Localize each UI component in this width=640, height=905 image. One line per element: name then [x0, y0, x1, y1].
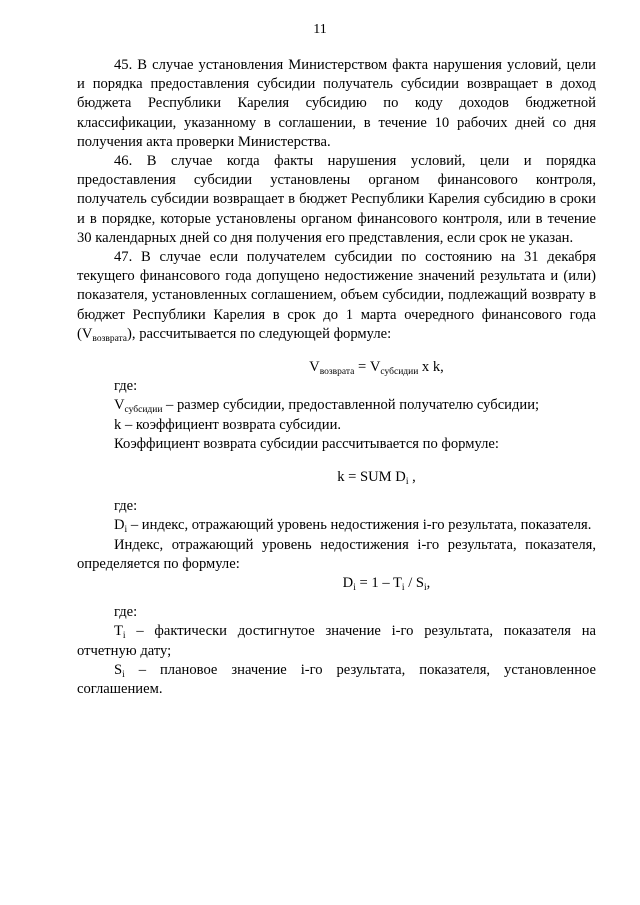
- def-t-sub: i: [122, 631, 126, 642]
- definition-s: [77, 661, 596, 699]
- paragraph-47: [77, 248, 596, 344]
- formula-return-volume: [77, 358, 596, 377]
- def-var-t: T: [114, 623, 123, 640]
- formula-var-v: V: [309, 359, 320, 376]
- formula-sub-i: i: [405, 477, 409, 488]
- where-label-1: где:: [114, 378, 138, 395]
- paragraph-47-end: ), рассчитывается по следующей формуле:: [127, 325, 392, 342]
- definition-d: [77, 516, 596, 535]
- def-d-text: – индекс, отражающий уровень недостижения i-го результата, показателя.: [127, 517, 592, 534]
- page-number: 11: [313, 22, 327, 37]
- definition-t: [77, 622, 596, 660]
- formula-slash: / S: [404, 575, 425, 592]
- formula-var-d: D: [342, 575, 354, 592]
- formula-sub-subsidii: субсидии: [380, 367, 419, 378]
- def-sub-subsidii: субсидии: [124, 405, 163, 416]
- formula-coefficient: [77, 468, 596, 487]
- formula-s-sub: i: [424, 583, 427, 594]
- def-s-sub: i: [122, 669, 125, 680]
- def-var-s: S: [114, 661, 123, 678]
- def-var-d: D: [114, 517, 125, 534]
- formula-t-sub: i: [401, 583, 405, 594]
- paragraph-47-text: 47. В случае если получателем субсидии по состоянию на 31 декабря текущего финансового года допущено недостижение значений результата и (или) показателя, установленных соглашением, объем субсидии, подлежащий возврату в бюджет Республики Карелия в срок до 1 марта очередного финансового года (V: [77, 249, 596, 342]
- def-v-text: – размер субсидии, предоставленной получателю субсидии;: [162, 397, 540, 414]
- subscript-vozvrata: возврата: [92, 333, 128, 344]
- document-body: [77, 56, 596, 699]
- formula-mid: = 1 – T: [355, 575, 402, 592]
- definition-v-subsidii: [77, 396, 596, 415]
- def-t-text: – фактически достигнутое значение i-го результата, показателя на отчетную дату;: [77, 623, 596, 659]
- formula-equals: = V: [354, 359, 381, 376]
- definition-k: k – коэффициент возврата субсидии.: [114, 416, 342, 433]
- coefficient-intro: Коэффициент возврата субсидии рассчитывается по формуле:: [114, 435, 499, 452]
- index-intro: Индекс, отражающий уровень недостижения i-го результата, показателя, определяется по формуле:: [77, 536, 596, 572]
- formula-index: [77, 574, 596, 593]
- paragraph-46: 46. В случае когда факты нарушения условий, цели и порядка предоставления субсидии установлены органом финансового контроля, получатель субсидии возвращает в бюджет Республики Карелия субсидию в сроки и в порядке, которые установлены органом финансового контроля, или в течение 30 календарных дней со дня получения его представления, если срок не указан.: [77, 153, 596, 246]
- where-label-3: где:: [114, 604, 138, 621]
- formula-end: ,: [426, 575, 431, 592]
- paragraph-45: 45. В случае установления Министерством факта нарушения условий, цели и порядка предоставления субсидии получатель субсидии возвращает в доход бюджета Республики Карелия субсидию по коду доходов бюджетной классификации, указанному в соглашении, в течение 10 рабочих дней со дня получения акта проверки Министерства.: [77, 57, 596, 150]
- formula-k-end: ,: [408, 469, 416, 486]
- def-s-text: – плановое значение i-го результата, показателя, установленное соглашением.: [77, 661, 596, 698]
- formula-k-sum: k = SUM D: [337, 469, 406, 486]
- def-d-sub: i: [124, 525, 128, 536]
- formula-sub-vozvrata: возврата: [319, 367, 355, 378]
- where-label-2: где:: [114, 498, 138, 515]
- formula-d-sub: i: [353, 583, 356, 594]
- formula-rest: x k,: [418, 359, 444, 376]
- def-var-v: V: [114, 397, 125, 414]
